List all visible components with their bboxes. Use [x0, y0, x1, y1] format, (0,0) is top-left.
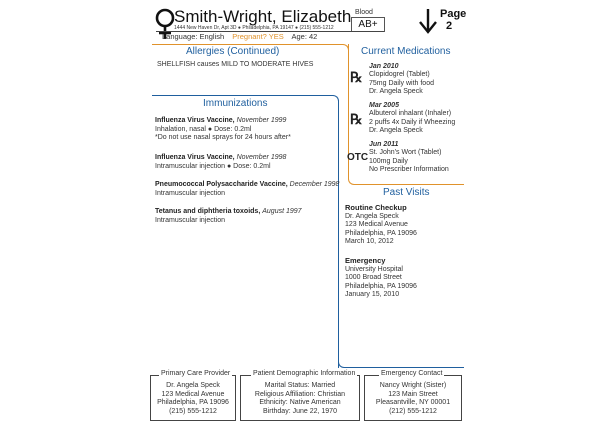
- allergies-title: Allergies (Continued): [186, 46, 280, 57]
- otc-icon: OTC: [347, 152, 369, 163]
- visit-line: Philadelphia, PA 19096: [345, 229, 417, 237]
- immunization-line: Intramuscular injection: [155, 216, 226, 224]
- vaccine-date: November 1998: [236, 154, 287, 161]
- visit-type: Routine Checkup: [345, 203, 407, 212]
- vaccine-date: December 1998: [289, 181, 340, 188]
- patient-address: 1444 New Haven Dr, Apt 3D ● Philadelphia, PA 19147 ● (215) 555-1212: [174, 25, 334, 31]
- visit-line: January 15, 2010: [345, 291, 400, 298]
- primary-care-title: Primary Care Provider: [161, 370, 231, 377]
- visit-line: March 10, 2012: [345, 238, 394, 245]
- footer-line: 123 Main Street: [388, 390, 438, 398]
- vaccine-date: November 1999: [236, 117, 287, 124]
- footer-line: Religious Affiliation: Christian: [254, 390, 346, 398]
- footer-line: 123 Medical Avenue: [161, 390, 225, 398]
- visits-title: Past Visits: [383, 187, 430, 198]
- age: Age: 42: [291, 32, 318, 41]
- medication-line: Dr. Angela Speck: [369, 127, 423, 134]
- medication-date: Mar 2005: [369, 102, 399, 109]
- footer-line: (215) 555-1212: [169, 407, 217, 415]
- vaccine-name: Pneumococcal Polysaccharide Vaccine,: [155, 181, 288, 188]
- emergency-contact-title: Emergency Contact: [381, 370, 443, 377]
- footer-line: Nancy Wright (Sister): [379, 382, 447, 389]
- immunization-line: Intramuscular injection: [155, 189, 226, 197]
- medications-title: Current Medications: [361, 46, 451, 57]
- medication-line: Dr. Angela Speck: [369, 88, 423, 95]
- page-label: Page: [440, 8, 467, 20]
- pregnant-status: Pregnant? YES: [232, 32, 284, 41]
- immunization-line: *Do not use nasal sprays for 24 hours after*: [155, 134, 291, 141]
- visit-line: University Hospital: [345, 265, 403, 273]
- demographic-title: Patient Demographic Information: [253, 370, 356, 377]
- immunization-heading: [155, 181, 339, 190]
- footer-line: Philadelphia, PA 19096: [157, 399, 229, 406]
- visit-line: 1000 Broad Street: [345, 274, 402, 281]
- immunizations-title: Immunizations: [203, 98, 268, 109]
- visit-line: Dr. Angela Speck: [345, 212, 399, 220]
- medication-line: 75mg Daily with food: [369, 79, 434, 87]
- rx-icon: ℞: [350, 112, 363, 128]
- medication-line: Clopidogrel (Tablet): [369, 71, 430, 78]
- blood-label: Blood: [355, 9, 373, 16]
- primary-care-details: [150, 382, 236, 416]
- demographic-details: [240, 382, 360, 416]
- medication-line: Albuterol inhalant (Inhaler): [369, 110, 452, 117]
- language: Language: English: [162, 32, 225, 41]
- medication-line: 2 puffs 4x Daily if Wheezing: [369, 118, 456, 126]
- footer-line: Pleasantville, NY 00001: [375, 399, 451, 406]
- footer-line: Marital Status: Married: [264, 382, 336, 389]
- medication-line: St. John's Wort (Tablet): [369, 149, 442, 156]
- emergency-contact-details: [364, 382, 462, 416]
- immunization-line: Intramuscular injection ● Dose: 0.2ml: [155, 162, 271, 170]
- down-arrow-icon[interactable]: [418, 8, 438, 34]
- footer-line: (212) 555-1212: [389, 407, 437, 415]
- footer-line: Dr. Angela Speck: [166, 382, 220, 389]
- medication-date: Jun 2011: [369, 141, 399, 148]
- visit-type: Emergency: [345, 256, 386, 265]
- medication-line: 100mg Daily: [369, 157, 408, 165]
- vaccine-date: August 1997: [262, 208, 302, 215]
- vaccine-name: Influenza Virus Vaccine,: [155, 154, 235, 161]
- immunization-heading: [155, 208, 302, 217]
- footer-line: Birthday: June 22, 1970: [263, 407, 337, 415]
- vaccine-name: Influenza Virus Vaccine,: [155, 117, 235, 124]
- visit-line: Philadelphia, PA 19096: [345, 282, 417, 290]
- immunization-heading: [155, 117, 286, 126]
- page-number: 2: [446, 20, 453, 32]
- patient-name: Smith-Wright, Elizabeth: [174, 7, 352, 26]
- allergy-item: SHELLFISH causes MILD TO MODERATE HIVES: [157, 61, 314, 68]
- visit-line: 123 Medical Avenue: [345, 221, 408, 228]
- rx-icon: ℞: [350, 70, 363, 86]
- blood-type: AB+: [351, 17, 385, 32]
- medication-line: No Prescriber Information: [369, 166, 449, 173]
- patient-info-line: [162, 32, 323, 41]
- immunization-heading: [155, 154, 286, 163]
- footer-line: Ethnicity: Native American: [259, 399, 341, 406]
- vaccine-name: Tetanus and diphtheria toxoids,: [155, 208, 261, 215]
- medication-date: Jan 2010: [369, 63, 399, 70]
- immunization-line: Inhalation, nasal ● Dose: 0.2ml: [155, 125, 252, 133]
